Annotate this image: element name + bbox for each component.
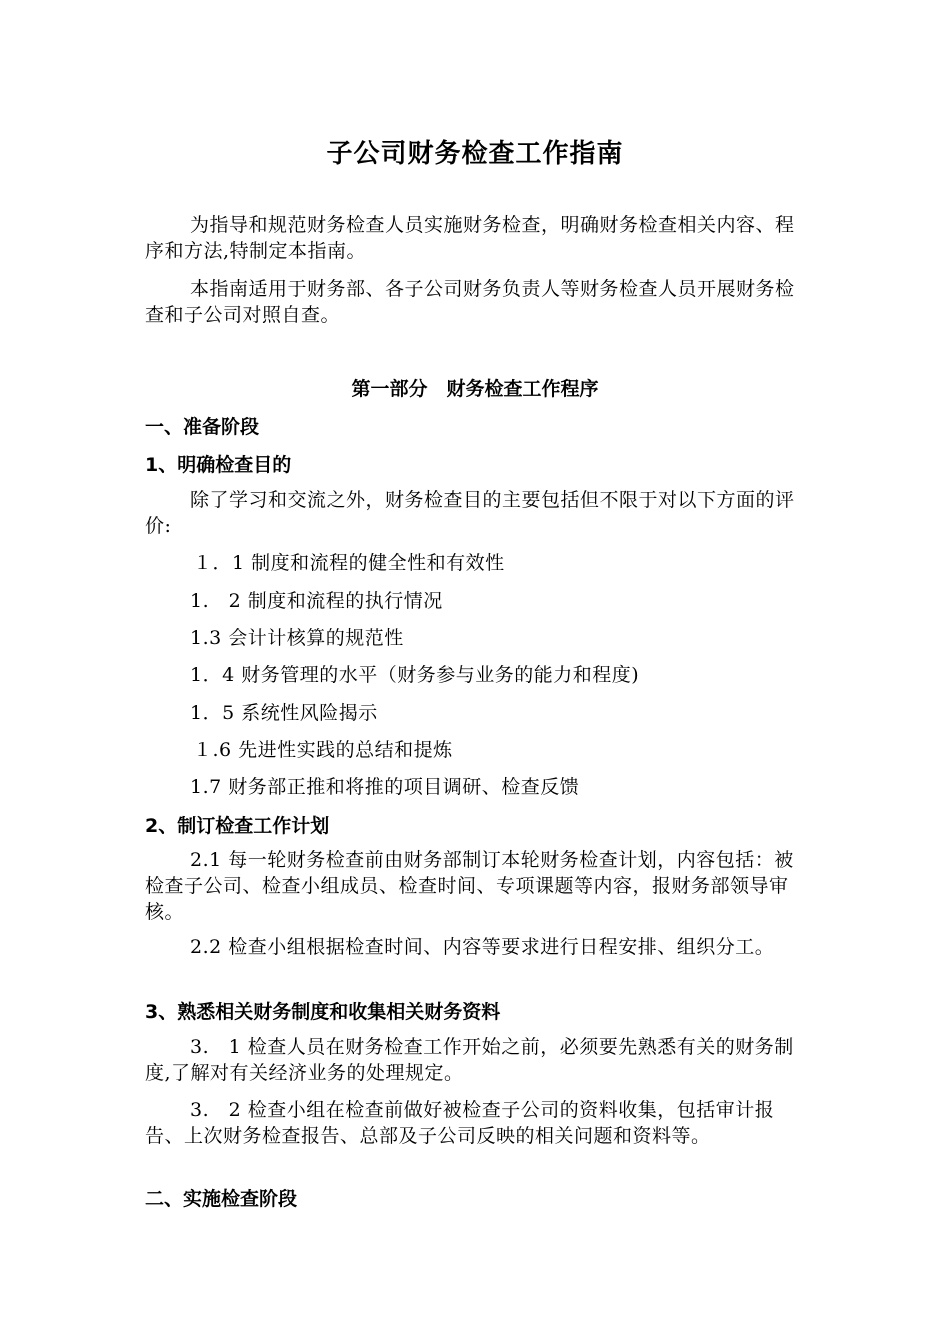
section-2-paragraph-1: 2.1 每一轮财务检查前由财务部制订本轮财务检查计划，内容包括：被检查子公司、检查小组成员、检查时间、专项课题等内容，报财务部领导审核。 (145, 849, 794, 923)
section-1-heading: 1、明确检查目的 (145, 454, 292, 476)
list-item: 1．5 系统性风险揭示 (190, 702, 378, 724)
intro-paragraph-1: 为指导和规范财务检查人员实施财务检查，明确财务检查相关内容、程序和方法,特制定本指南。 (145, 214, 795, 262)
document-title: 子公司财务检查工作指南 (326, 139, 624, 169)
section-3-heading: 3、熟悉相关财务制度和收集相关财务资料 (145, 1001, 501, 1023)
list-item: 1. 2 制度和流程的执行情况 (190, 590, 443, 612)
section-2-heading: 2、制订检查工作计划 (145, 815, 330, 837)
list-item: 1．4 财务管理的水平（财务参与业务的能力和程度) (190, 664, 640, 686)
list-item: １．1 制度和流程的健全性和有效性 (193, 552, 505, 574)
section-1-paragraph: 除了学习和交流之外，财务检查目的主要包括但不限于对以下方面的评价: (145, 489, 795, 537)
list-item: １.6 先进性实践的总结和提炼 (193, 739, 453, 761)
list-item: 1.7 财务部正推和将推的项目调研、检查反馈 (190, 776, 580, 798)
stage-one-heading: 一、准备阶段 (145, 416, 260, 438)
section-2-paragraph-2: 2.2 检查小组根据检查时间、内容等要求进行日程安排、组织分工。 (190, 936, 775, 958)
part-one-heading: 第一部分 财务检查工作程序 (351, 378, 599, 400)
section-3-paragraph-2: 3. 2 检查小组在检查前做好被检查子公司的资料收集，包括审计报告、上次财务检查报告、总部及子公司反映的相关问题和资料等。 (145, 1099, 775, 1147)
section-3-paragraph-1: 3. 1 检查人员在财务检查工作开始之前，必须要先熟悉有关的财务制度,了解对有关经济业务的处理规定。 (145, 1036, 794, 1084)
intro-paragraph-2: 本指南适用于财务部、各子公司财务负责人等财务检查人员开展财务检查和子公司对照自查。 (145, 278, 795, 326)
stage-two-heading: 二、实施检查阶段 (145, 1188, 298, 1210)
list-item: 1.3 会计计核算的规范性 (190, 627, 404, 649)
